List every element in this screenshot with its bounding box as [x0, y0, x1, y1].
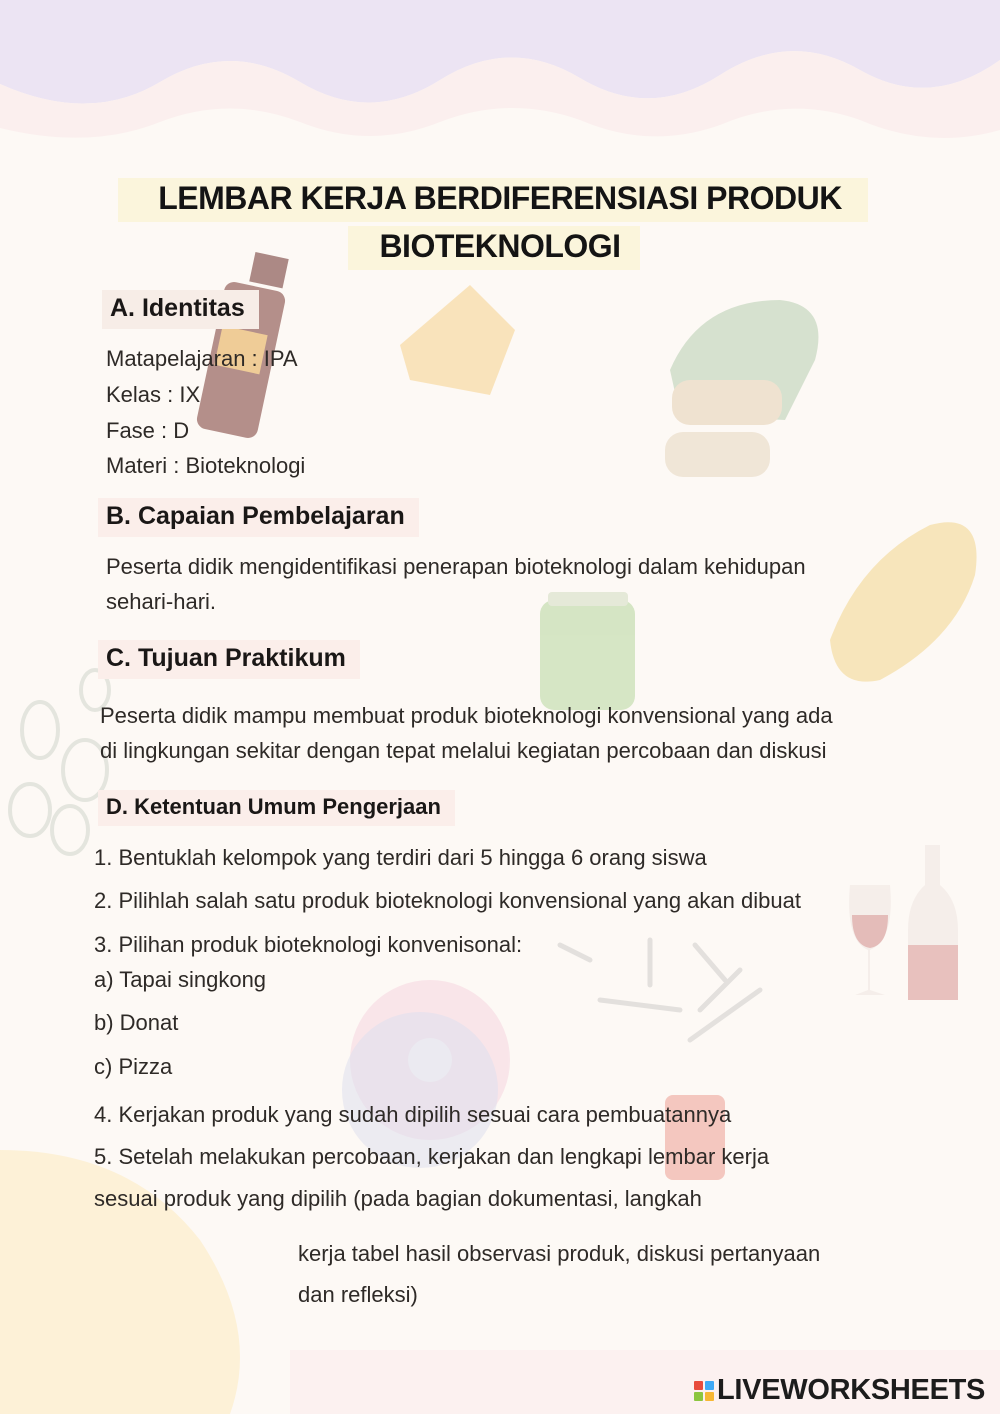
identitas-subject: Matapelajaran : IPA	[106, 346, 298, 371]
logo-icon	[694, 1381, 714, 1401]
tujuan-text-line1: Peserta didik mampu membuat produk bioteknologi konvensional yang ada	[100, 703, 833, 728]
section-heading-identitas: A. Identitas	[102, 290, 259, 329]
list-subitem: c) Pizza	[94, 1054, 173, 1079]
tujuan-text-line2: di lingkungan sekitar dengan tepat melalui kegiatan percobaan dan diskusi	[100, 738, 827, 763]
identitas-class: Kelas : IX	[106, 382, 201, 407]
list-item-continued: dan refleksi)	[298, 1282, 418, 1307]
liveworksheets-logo[interactable]	[694, 1374, 985, 1407]
list-item-continued: sesuai produk yang dipilih (pada bagian dokumentasi, langkah	[94, 1186, 702, 1211]
bacteria-illustration	[10, 670, 109, 854]
tempeh-illustration	[665, 300, 818, 477]
wine-illustration	[849, 845, 958, 1000]
section-heading-capaian: B. Capaian Pembelajaran	[98, 498, 419, 537]
logo-text: LIVEWORKSHEETS	[717, 1374, 986, 1406]
rod-bacteria-illustration	[560, 940, 760, 1040]
list-item-continued: kerja tabel hasil observasi produk, diskusi pertanyaan	[298, 1241, 821, 1266]
section-heading-tujuan: C. Tujuan Praktikum	[98, 640, 360, 679]
donut-illustration	[342, 980, 510, 1168]
list-subitem: b) Donat	[94, 1010, 179, 1035]
list-item: 2. Pilihlah salah satu produk bioteknologi konvensional yang akan dibuat	[94, 888, 801, 913]
identitas-topic: Materi : Bioteknologi	[106, 453, 306, 478]
list-item: 3. Pilihan produk bioteknologi konvenisonal:	[94, 932, 523, 957]
list-subitem: a) Tapai singkong	[94, 967, 267, 992]
bread-illustration	[830, 522, 977, 681]
capaian-text-line2: sehari-hari.	[106, 589, 217, 614]
list-item: 1. Bentuklah kelompok yang terdiri dari 5 hingga 6 orang siswa	[94, 845, 707, 870]
page-title: LEMBAR KERJA BERDIFERENSIASI PRODUK	[158, 180, 842, 216]
section-heading-ketentuan: D. Ketentuan Umum Pengerjaan	[98, 790, 455, 826]
identitas-phase: Fase : D	[106, 418, 190, 443]
page-title-line2: BIOTEKNOLOGI	[379, 228, 621, 264]
capaian-text-line1: Peserta didik mengidentifikasi penerapan bioteknologi dalam kehidupan	[106, 554, 806, 579]
cheese-illustration	[400, 285, 515, 395]
list-item: 5. Setelah melakukan percobaan, kerjakan dan lengkapi lembar kerja	[94, 1144, 770, 1169]
pickle-jar-illustration	[540, 592, 635, 710]
list-item: 4. Kerjakan produk yang sudah dipilih sesuai cara pembuatannya	[94, 1102, 732, 1127]
